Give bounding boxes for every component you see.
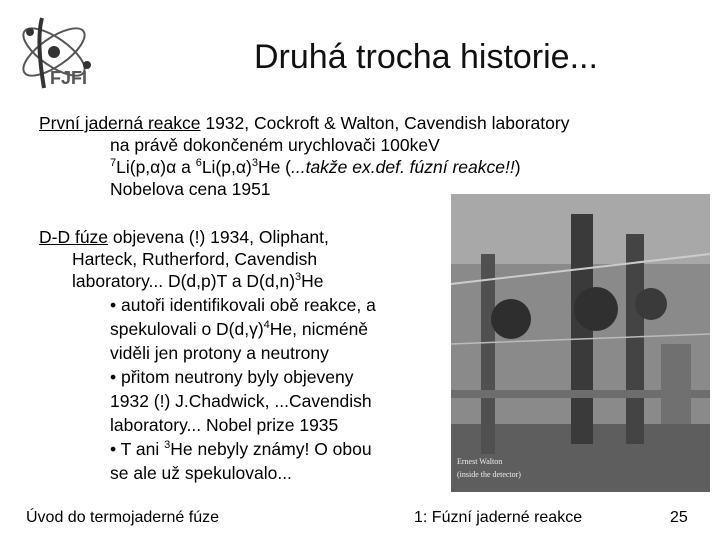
page-number: 25: [670, 509, 688, 526]
footer-chapter-title: 1: Fúzní jaderné reakce: [414, 509, 583, 526]
photo-caption-2: (inside the detector): [457, 470, 521, 479]
section-1-line-1: První jaderná reakce 1932, Cockroft & Walton, Cavendish laboratory: [39, 113, 570, 133]
section-1-line-3: $^7$Li(p,α)α a $^6Li(p,\alpha)^3He$ (...takže ex.def. fúzní reakce!!): [110, 157, 521, 177]
bullet-2-line-2: 1932 (!) J.Chadwick, ...Cavendish: [110, 391, 372, 411]
section-1-heading: První jaderná reakce: [39, 113, 201, 133]
bullet-1-line-3: viděli jen protony a neutrony: [110, 343, 329, 363]
bullet-2-line-3: laboratory... Nobel prize 1935: [110, 415, 339, 435]
bullet-1-line-1: • autoři identifikovali obě reakce, a: [110, 295, 376, 315]
bullet-3-line-2: se ale už spekulovalo...: [110, 463, 292, 483]
photo-caption-1: Ernest Walton: [457, 457, 503, 466]
bullet-2-line-1: • přitom neutrony byly objeveny: [110, 367, 354, 387]
section-1-line-2: na právě dokončeném urychlovači 100keV: [110, 135, 440, 155]
section-1-line-4: Nobelova cena 1951: [110, 179, 271, 199]
atom-logo-icon: [12, 10, 104, 92]
bullet-3-line-1: • T ani $^3$He nebyly známy! O obou: [110, 439, 372, 459]
page-title: Druhá trocha historie...: [254, 38, 598, 76]
photo-cockcroft-walton-apparatus: [451, 194, 710, 492]
svg-text:FJFI: FJFI: [50, 68, 88, 88]
bullet-1-line-2: spekulovali o $D(d,\gamma)^4He$, nicméně: [110, 319, 369, 339]
section-2-line-1: D-D fúze objevena (!) 1934, Oliphant,: [39, 227, 329, 247]
section-2-line-2: Harteck, Rutherford, Cavendish: [72, 249, 318, 269]
footer-course-title: Úvod do termojaderné fúze: [26, 509, 219, 526]
section-2-line-3: laboratory... D(d,p)T a $D(d,n)^3He$: [72, 271, 324, 291]
section-2-heading: D-D fúze: [39, 227, 109, 247]
